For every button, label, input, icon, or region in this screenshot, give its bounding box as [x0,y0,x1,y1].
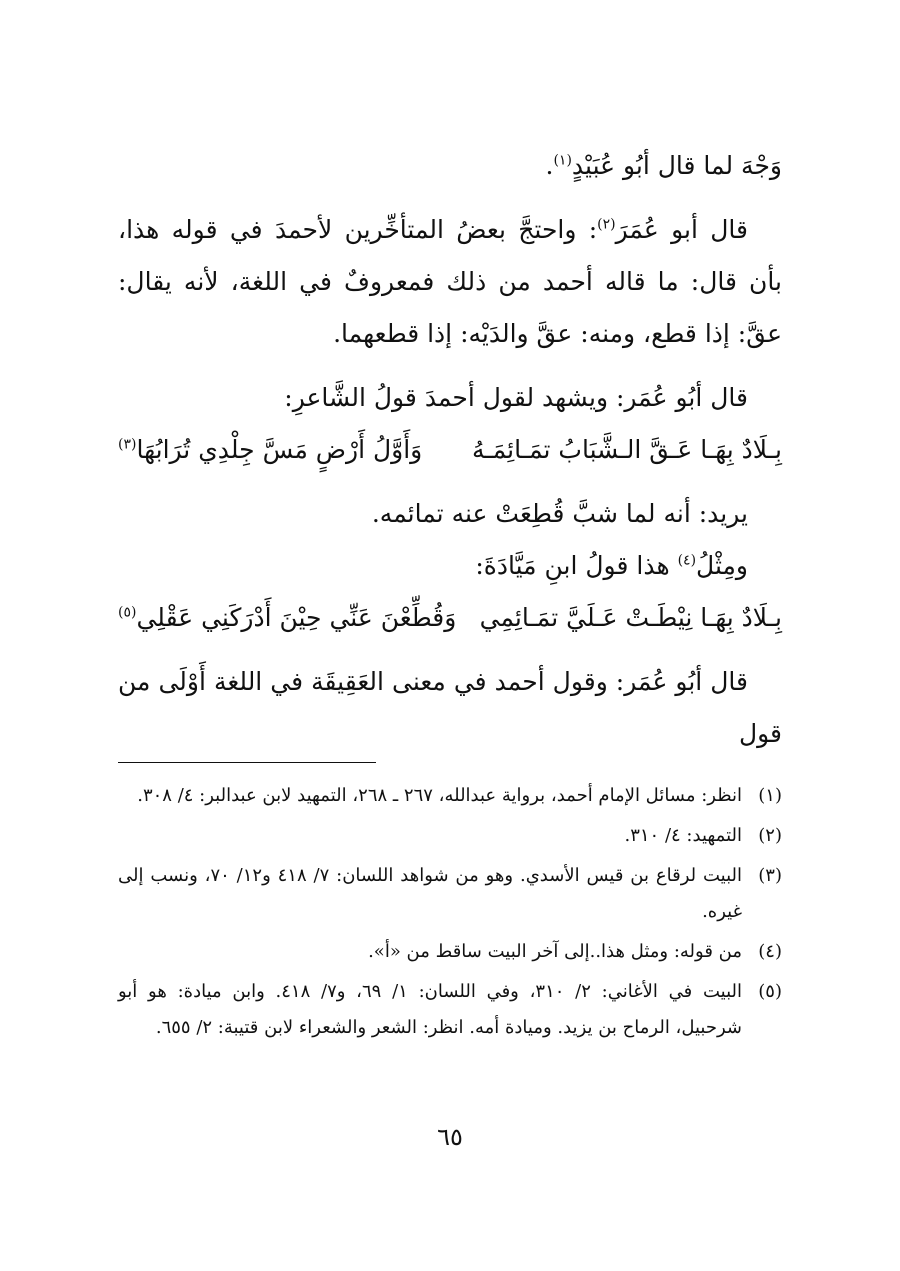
paragraph-2-text: : واحتجَّ بعضُ المتأخِّرين لأحمدَ في قوله هذا، بأن قال: ما قاله أحمد من ذلك فمعروفٌ في اللغة، لأنه يقال: عقَّ: إذا قطع، ومنه: عقَّ والدَيْه: إذا قطعهما. [118,215,782,348]
verse-1-second-hemistich [118,424,422,476]
footnote-text: من قوله: ومثل هذا..إلى آخر البيت ساقط من «أ». [368,941,742,962]
footnote-separator [118,762,376,763]
footnote-3 [118,858,782,930]
paragraph-3: قال أبُو عُمَر: ويشهد لقول أحمدَ قولُ الشَّاعرِ: [284,383,748,412]
footnote-text: انظر: مسائل الإمام أحمد، برواية عبدالله، ٢٦٧ ـ ٢٦٨، التمهيد لابن عبدالبر: ٤/ ٣٠٨. [137,785,742,806]
footnote-ref-4: (٤) [677,552,697,569]
footnote-number: (٢) [758,825,782,846]
paragraph-5-start: ومِثْلُ [696,551,748,580]
footnote-number: (١) [758,785,782,806]
footnote-number: (٤) [758,941,782,962]
footnote-ref-5: (٥) [118,604,137,621]
paragraph-1 [118,140,782,192]
paragraph-2-speaker: قال أبو عُمَرَ [615,215,748,244]
verse-1-second-text: وَأَوَّلُ أَرْضٍ مَسَّ جِلْدِي تُرَابُهَا [136,435,423,464]
verse-1-first-hemistich: بِـلَادٌ بِهَـا عَـقَّ الـشَّبَابُ تمَـائِمَـهُ [471,435,782,464]
verse-2-second-text: وَقُطِّعْنَ عَنِّي حِيْنَ أَدْرَكَنِي عَقْلِي [136,603,457,632]
paragraph-5 [118,540,782,592]
footnote-ref-2: (٢) [597,216,616,233]
paragraph-1-end: . [545,151,554,180]
footnote-text: البيت في الأغاني: ٢/ ٣١٠، وفي اللسان: ١/ ٦٩، و٧/ ٤١٨. وابن ميادة: هو أبو شرحبيل، الرماح بن يزيد. وميادة أمه. انظر: الشعر والشعراء لابن قتيبة: ٢/ ٦٥٥. [118,981,743,1038]
footnote-text: البيت لرقاع بن قيس الأسدي. وهو من شواهد اللسان: ٧/ ٤١٨ و١٢/ ٧٠، ونسب إلى غيره. [118,865,742,922]
verse-2-first-hemistich: بِـلَادٌ بِهَـا نِيْطَـتْ عَـلَيَّ تمَـائِمِي [479,603,782,632]
footnote-number: (٥) [758,981,782,1002]
footnote-ref-1: (١) [553,152,572,169]
footnote-text: التمهيد: ٤/ ٣١٠. [624,825,742,846]
paragraph-5-text: هذا قولُ ابنِ مَيَّادَةَ: [475,551,670,580]
verse-2-second-hemistich [118,592,456,644]
footnotes [118,778,782,1050]
footnote-5 [118,974,782,1046]
footnote-1 [118,778,782,814]
main-text [118,140,782,760]
footnote-number: (٣) [758,865,782,886]
footnote-4 [118,934,782,970]
paragraph-4: يريد: أنه لما شبَّ قُطِعَتْ عنه تمائمه. [371,499,748,528]
footnote-ref-3: (٣) [118,436,137,453]
verse-2 [118,592,782,644]
page-number: ٦٥ [437,1123,463,1151]
paragraph-1-text: وَجْهَ لما قال أبُو عُبَيْدٍ [571,151,782,180]
paragraph-6: قال أبُو عُمَر: وقول أحمد في معنى العَقِيقَة في اللغة أَوْلَى من قول [118,667,782,748]
verse-1 [118,424,782,476]
footnote-2 [118,818,782,854]
paragraph-2 [118,204,782,360]
